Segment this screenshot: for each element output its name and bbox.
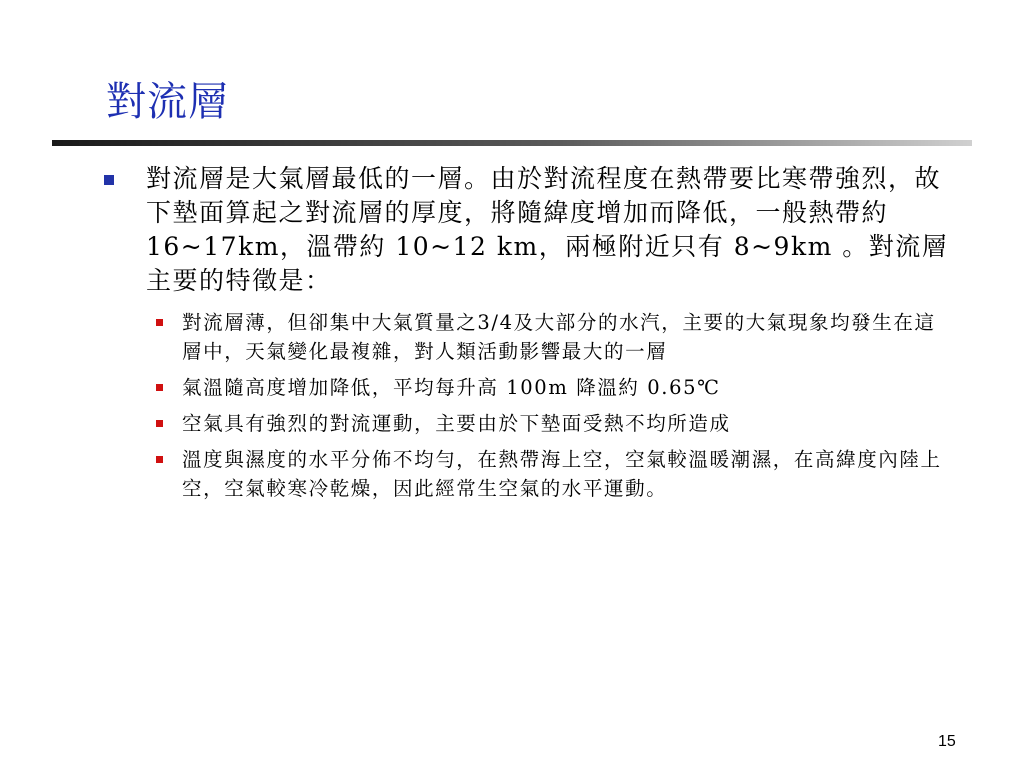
sub-bullet-text: 對流層薄，但卻集中大氣質量之3/4及大部分的水汽，主要的大氣現象均發生在這層中，天氣變化最複雜，對人類活動影響最大的一層	[182, 311, 936, 363]
slide-body	[104, 162, 954, 510]
square-bullet-icon	[156, 456, 163, 463]
page-number: 15	[938, 733, 956, 750]
sub-bullet-text: 空氣具有強烈的對流運動，主要由於下墊面受熱不均所造成	[182, 412, 731, 435]
sub-bullet-4	[146, 445, 954, 503]
slide-title: 對流層	[106, 79, 229, 125]
square-bullet-icon	[156, 384, 163, 391]
square-bullet-icon	[156, 420, 163, 427]
sub-bullet-list	[104, 308, 954, 503]
square-bullet-icon	[104, 175, 114, 185]
sub-bullet-text: 溫度與濕度的水平分佈不均勻，在熱帶海上空，空氣較溫暖潮濕，在高緯度內陸上空，空氣較寒冷乾燥，因此經常生空氣的水平運動。	[182, 448, 942, 500]
sub-bullet-2	[146, 373, 954, 402]
bullet-main	[104, 162, 954, 298]
title-divider	[52, 140, 972, 146]
sub-bullet-text: 氣溫隨高度增加降低，平均每升高 100m 降溫約 0.65℃	[182, 376, 721, 399]
sub-bullet-1	[146, 308, 954, 366]
square-bullet-icon	[156, 319, 163, 326]
sub-bullet-3	[146, 409, 954, 438]
bullet-main-text: 對流層是大氣層最低的一層。由於對流程度在熱帶要比寒帶強烈，故下墊面算起之對流層的厚度，將隨緯度增加而降低，一般熱帶約 16~17km，溫帶約 10~12 km，兩極附近只有 8~9km 。對流層主要的特徵是：	[146, 164, 949, 295]
